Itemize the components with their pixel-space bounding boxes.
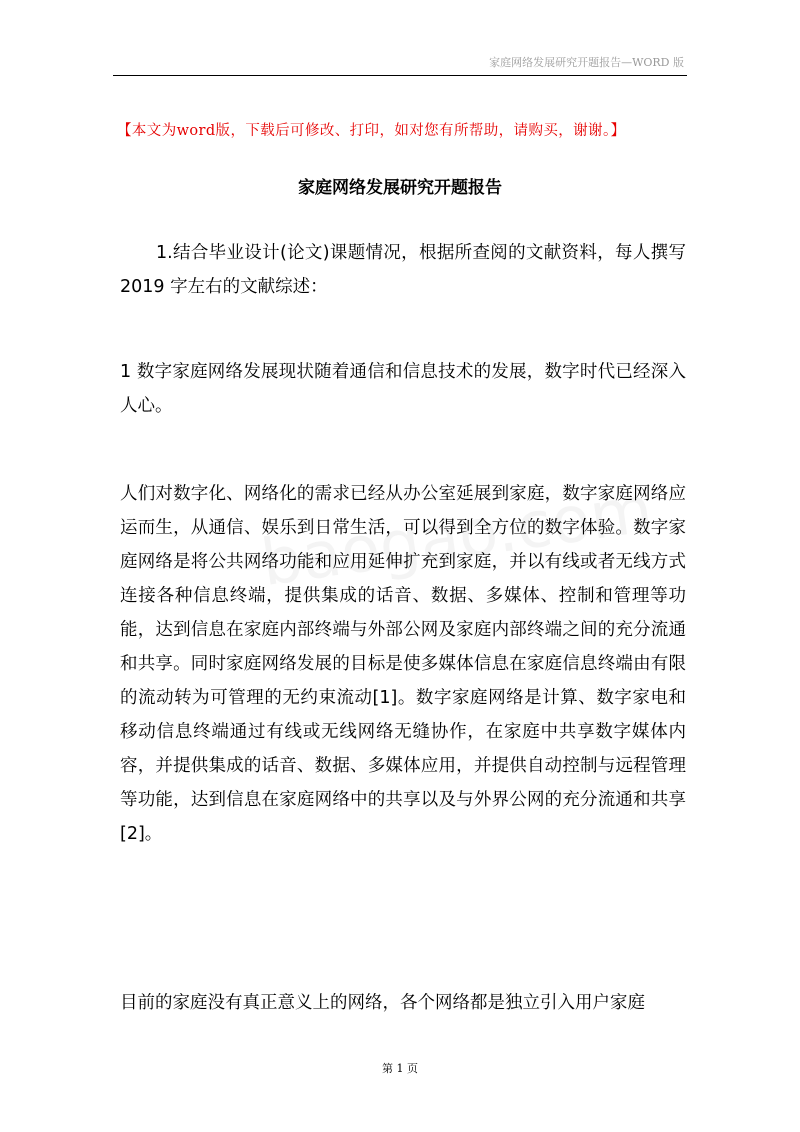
header-divider: [113, 75, 687, 76]
running-header-title: 家庭网络发展研究开题报告—WORD 版: [489, 56, 684, 69]
paragraph-body: 人们对数字化、网络化的需求已经从办公室延展到家庭，数字家庭网络应运而生，从通信、娱乐到日常生活，可以得到全方位的数字体验。数字家庭网络是将公共网络功能和应用延伸扩充到家庭，并以有线或者无线方式连接各种信息终端，提供集成的话音、数据、多媒体、控制和管理等功能，达到信息在家庭内部终端与外部公网及家庭内部终端之间的充分流通和共享。同时家庭网络发展的目标是使多媒体信息在家庭信息终端由有限的流动转为可管理的无约束流动[1]。数字家庭网络是计算、数字家电和移动信息终端通过有线或无线网络无缝协作，在家庭中共享数字媒体内容，并提供集成的话音、数据、多媒体应用，并提供自动控制与远程管理等功能，达到信息在家庭网络中的共享以及与外界公网的充分流通和共享[2]。: [120, 484, 686, 844]
document-title: 家庭网络发展研究开题报告: [298, 178, 502, 198]
paragraph-intro: 1.结合毕业设计(论文)课题情况，根据所查阅的文献资料，每人撰写 2019 字左右的文献综述：: [120, 243, 686, 297]
paragraph-section-heading: 1 数字家庭网络发展现状随着通信和信息技术的发展，数字时代已经深入人心。: [120, 362, 686, 416]
page-number: 第 1 页: [382, 1062, 418, 1075]
paragraph-continuation: 目前的家庭没有真正意义上的网络，各个网络都是独立引入用户家庭: [120, 993, 645, 1013]
download-notice: 【本文为word版，下载后可修改、打印，如对您有所帮助，请购买，谢谢。】: [117, 123, 626, 139]
